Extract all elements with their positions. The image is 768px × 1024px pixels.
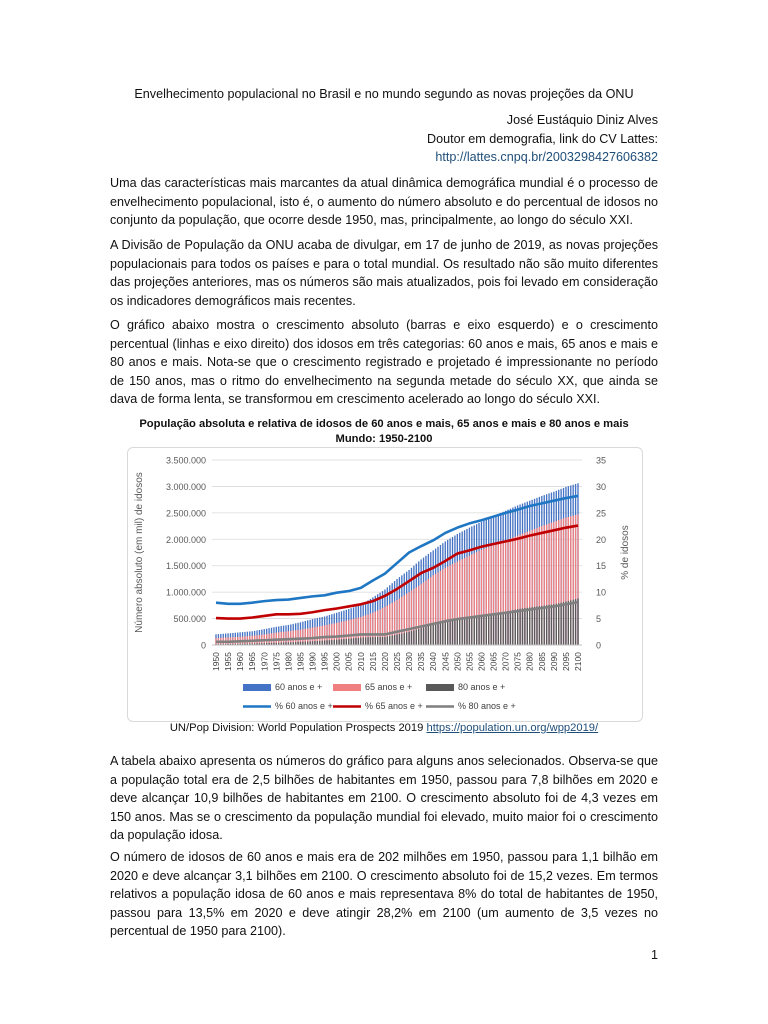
x-tick-label: 2070 [500,652,511,671]
bar-80plus [411,631,412,645]
bar-80plus [486,616,487,645]
bar-80plus [560,603,561,645]
bar-80plus [312,641,313,645]
x-tick-label: 1970 [259,652,270,671]
bar-80plus [360,638,361,645]
bar-80plus [546,605,547,645]
bar-80plus [565,602,566,645]
bar-80plus [478,617,479,645]
y2-tick-label: 5 [596,614,602,625]
bar-80plus [435,623,436,645]
y2-tick-label: 10 [596,587,607,598]
x-tick-label: 1965 [247,652,258,671]
bar-80plus [334,640,335,645]
legend-label: 80 anos e + [458,682,506,692]
y2-tick-label: 0 [596,640,602,651]
y2-tick-label: 15 [596,561,607,572]
chart-source [110,722,658,734]
x-tick-label: 1980 [283,652,294,671]
bar-80plus [338,640,339,646]
bar-80plus [382,637,383,645]
bar-80plus [573,600,574,645]
bar-80plus [416,630,417,645]
bar-80plus [420,628,421,645]
bar-80plus [326,640,327,645]
x-tick-label: 1960 [235,652,246,671]
bar-80plus [575,599,576,645]
bar-80plus [551,605,552,645]
bar-80plus [469,618,470,645]
bar-80plus [495,614,496,645]
bar-80plus [503,612,504,645]
bar-80plus [570,600,571,645]
bar-80plus [375,637,376,645]
paragraph-intro: Uma das características mais marcantes da atual dinâmica demográfica mundial é o processo de envelhecimento populacional, isto é, o aumento do número absoluto e do percentual de idosos no conjunto da população, que ocorre desde 1950, mas, principalmente, ao longo do século XXI. [110,176,658,228]
x-tick-label: 2100 [573,652,583,671]
bar-80plus [406,632,407,645]
bar-80plus [399,634,400,645]
author-role: Doutor em demografia, link do CV Lattes: [427,131,658,146]
paragraph-table-intro: A tabela abaixo apresenta os números do gráfico para alguns anos selecionados. Observa-se que a população total era de 2,5 bilhões de habitantes em 1950, passou para 7,8 bilhões em 2020 e deve alcançar 10,9 bilhões de habitantes em 2100. O crescimento absoluto foi de 4,3 vezes em 150 anos. Mas se o crescimento da população mundial foi elevado, muito maior foi o crescimento da população idosa. [110,754,658,843]
x-tick-label: 2090 [548,652,559,671]
bar-80plus [490,615,491,645]
bar-80plus [322,641,323,645]
bar-80plus [379,637,380,645]
bar-80plus [577,598,578,645]
bar-80plus [442,622,443,645]
bar-80plus [500,613,501,645]
author-name: José Eustáquio Diniz Alves [506,113,658,127]
x-tick-label: 2010 [355,652,366,671]
x-tick-label: 1995 [319,652,330,671]
x-tick-label: 2075 [512,652,523,671]
bar-80plus [471,618,472,645]
x-tick-label: 2060 [476,652,487,671]
legend-label: % 65 anos e + [365,701,423,711]
legend-swatch [426,684,454,691]
y2-tick-label: 30 [596,481,607,492]
bar-80plus [445,621,446,645]
bar-80plus [372,637,373,645]
bar-80plus [331,640,332,645]
legend-swatch [243,684,271,691]
chart-title [110,417,658,447]
bar-80plus [336,640,337,645]
x-tick-label: 1990 [307,652,318,671]
bar-80plus [341,639,342,645]
x-tick-label: 2085 [536,652,547,671]
bar-80plus [558,603,559,645]
bar-80plus [529,607,530,645]
paragraph-chart-description: O gráfico abaixo mostra o crescimento absoluto (barras e eixo esquerdo) e o crescimento percentual (linhas e eixo direito) dos idosos em três categorias: 60 anos e mais, 65 anos e mais e 80 anos e mais. Nota-se que o crescimento registrado e projetado é impressionante no período de 150 anos, mas o ritmo do envelhecimento na segunda metade do século XX, que ainda se dava de forma lenta, se transformou em crescimento acelerado ao longo do século XXI. [110,318,658,407]
bar-80plus [437,623,438,645]
x-tick-label: 2055 [464,652,475,671]
bar-80plus [544,606,545,645]
chart-title-line1: População absoluta e relativa de idosos de 60 anos e mais, 65 anos e mais e 80 anos e mais [139,418,629,430]
x-tick-label: 2045 [440,652,451,671]
bar-80plus [394,635,395,645]
bar-80plus [367,637,368,645]
x-tick-label: 1950 [211,652,221,671]
bar-80plus [389,636,390,645]
x-tick-label: 1955 [223,652,234,671]
bar-80plus [363,637,364,645]
bar-80plus [517,609,518,645]
x-tick-label: 2065 [488,652,499,671]
x-tick-label: 2030 [404,652,415,671]
chart-source-link[interactable]: https://population.un.org/wpp2019/ [426,722,599,734]
x-tick-label: 2020 [379,652,390,671]
bar-80plus [425,626,426,645]
bar-80plus [307,642,308,645]
bar-80plus [370,637,371,645]
bar-80plus [401,633,402,645]
y-tick-label: 0 [200,640,206,651]
y2-tick-label: 20 [596,534,607,545]
bar-80plus [536,607,537,645]
bar-80plus [556,604,557,645]
bar-80plus [476,617,477,645]
legend-label: % 60 anos e + [275,701,333,711]
bar-80plus [553,604,554,645]
x-tick-label: 2000 [331,652,342,671]
bar-80plus [309,641,310,645]
chart-source-text: UN/Pop Division: World Population Prospects 2019 [169,722,427,734]
bar-80plus [343,639,344,645]
bar-80plus [392,635,393,645]
bar-80plus [365,637,366,645]
bar-80plus [481,616,482,645]
document-title: Envelhecimento populacional no Brasil e no mundo segundo as novas projeções da ONU [134,87,634,101]
bar-80plus [510,611,511,645]
chart-container [127,447,643,722]
legend-label: 60 anos e + [275,682,323,692]
author-block [427,111,658,167]
bar-80plus [423,627,424,645]
bar-80plus [519,609,520,645]
bar-80plus [498,613,499,645]
x-tick-label: 2050 [452,652,463,671]
page-number: 1 [650,948,658,962]
population-chart [128,448,642,721]
bar-80plus [305,642,306,645]
bar-80plus [507,611,508,645]
bar-80plus [515,610,516,645]
bar-80plus [355,638,356,645]
bar-80plus [454,620,455,645]
y-tick-label: 1.500.000 [165,561,206,572]
x-tick-label: 2025 [392,652,402,671]
bar-80plus [488,615,489,645]
bar-80plus [449,621,450,645]
bar-80plus [433,624,434,645]
bar-80plus [317,641,318,645]
bar-80plus [568,601,569,645]
bar-80plus [457,620,458,645]
bar-80plus [534,607,535,645]
bar-80plus [404,633,405,645]
x-tick-label: 1975 [271,652,282,671]
x-tick-label: 2040 [428,652,439,671]
bar-80plus [474,617,475,645]
bar-80plus [408,632,409,645]
bar-80plus [314,641,315,645]
bar-80plus [527,608,528,645]
legend-label: % 80 anos e + [458,701,516,711]
x-tick-label: 2005 [343,652,354,671]
bar-80plus [563,602,564,645]
x-tick-label: 2095 [560,652,571,671]
bar-80plus [447,621,448,645]
bar-80plus [462,619,463,645]
bar-80plus [464,619,465,645]
bar-80plus [329,640,330,645]
bar-80plus [350,638,351,645]
chart-title-line2: Mundo: 1950-2100 [335,433,433,445]
legend-swatch [333,684,361,691]
paragraph-elderly-numbers: O número de idosos de 60 anos e mais era de 202 milhões em 1950, passou para 1,1 bilhão em 2020 e deve alcançar 3,1 bilhões em 2100. O crescimento absoluto foi de 15,2 vezes. Em termos relativos a população idosa de 60 anos e mais representava 8% do total de habitantes de 1950, passou para 13,5% em 2020 e deve atingir 28,2% em 2100 (um aumento de 3,5 vezes no percentual de 1950 para 2100). [110,850,658,939]
y-tick-label: 2.500.000 [165,508,206,519]
bar-80plus [387,637,388,645]
y-axis-title: Número absoluto (em mil) de idosos [134,472,145,633]
bar-80plus [324,641,325,645]
paragraph-un-release: A Divisão de População da ONU acaba de divulgar, em 17 de junho de 2019, as novas projeções populacionais para todos os países e para o total mundial. Os resultado não são muito diferentes das projeções anteriores, mas os números são mais atualizados, pois foi levado em consideração os indicadores demográficos mais recentes. [110,238,658,308]
bar-80plus [531,607,532,645]
bar-80plus [466,618,467,645]
author-cv-link[interactable]: http://lattes.cnpq.br/2003298427606382 [435,150,658,165]
bar-80plus [493,614,494,645]
x-tick-label: 1985 [295,652,306,671]
bar-80plus [346,639,347,645]
bar-80plus [348,639,349,645]
bar-80plus [358,638,359,645]
y2-axis-title: % de idosos [620,525,631,580]
bar-80plus [512,610,513,645]
bar-80plus [459,619,460,645]
x-tick-label: 2035 [416,652,427,671]
bar-80plus [524,608,525,645]
bar-80plus [440,622,441,645]
x-tick-label: 2015 [367,652,378,671]
bar-80plus [384,637,385,645]
y-tick-label: 500.000 [173,614,206,625]
bar-80plus [430,625,431,645]
bar-80plus [353,638,354,645]
y-tick-label: 3.000.000 [165,481,206,492]
bar-80plus [483,616,484,645]
y-tick-label: 3.500.000 [165,455,206,466]
bar-80plus [413,630,414,645]
bar-80plus [428,626,429,645]
bar-80plus [452,620,453,645]
bar-80plus [377,637,378,645]
y-tick-label: 2.000.000 [165,534,206,545]
bar-80plus [539,606,540,645]
y2-tick-label: 35 [596,455,607,466]
bar-80plus [548,605,549,645]
bar-80plus [319,641,320,645]
y-tick-label: 1.000.000 [165,587,206,598]
bar-80plus [396,634,397,645]
bar-80plus [522,608,523,645]
x-tick-label: 2080 [524,652,535,671]
bar-80plus [418,629,419,645]
bar-80plus [505,612,506,645]
y2-tick-label: 25 [596,508,607,519]
legend-label: 65 anos e + [365,682,413,692]
bar-80plus [541,606,542,645]
